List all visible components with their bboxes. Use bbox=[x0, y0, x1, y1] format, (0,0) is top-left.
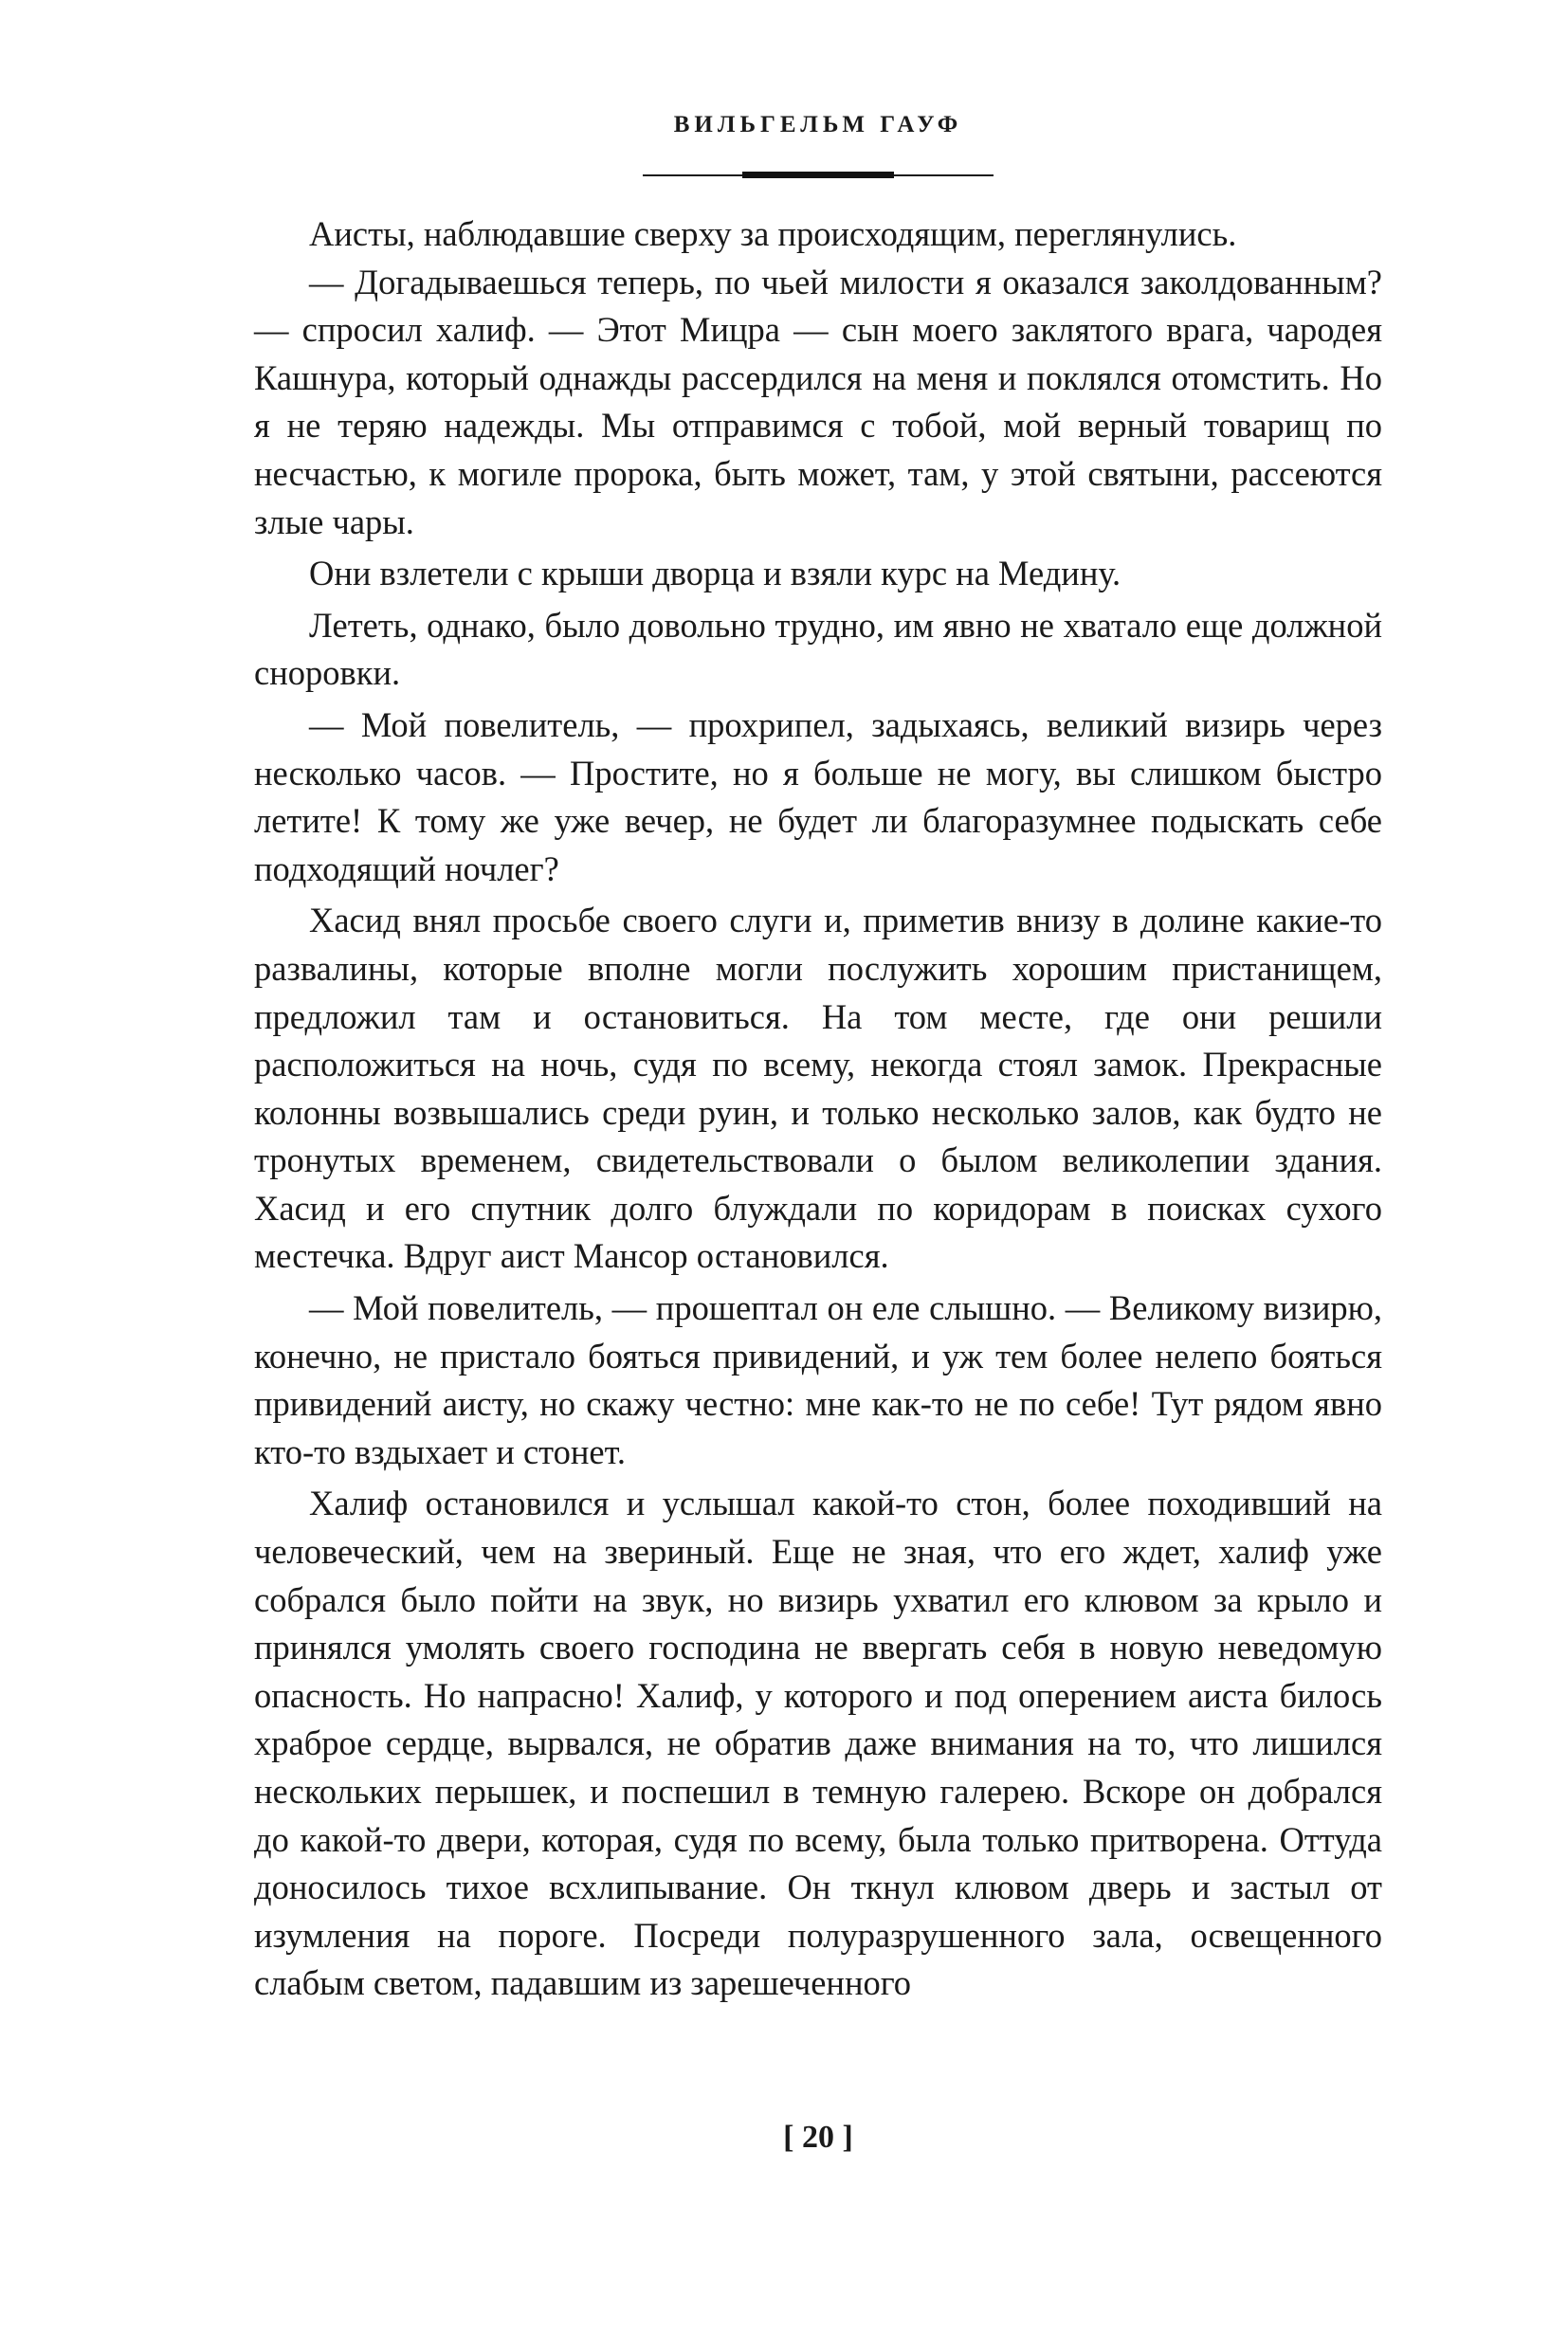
body-text bbox=[254, 210, 1382, 2008]
header-rule-accent bbox=[742, 172, 894, 178]
paragraph: Хасид внял просьбе своего слуги и, приметив внизу в долине какие-то развалины, которые вполне могли послужить хорошим пристанищем, предложил там и остановиться. На том месте, где они решили расположиться на ночь, судя по всему, некогда стоял замок. Прекрасные колонны возвышались среди руин, и только несколько залов, как будто не тронутых временем, свидетельствовали о былом великолепии здания. Хасид и его спутник долго блуждали по коридорам в поисках сухого местечка. Вдруг аист Мансор остановился. bbox=[254, 901, 1382, 1276]
running-title: ВИЛЬГЕЛЬМ ГАУФ bbox=[673, 112, 963, 137]
paragraph: Халиф остановился и услышал какой-то стон, более походивший на человеческий, чем на звериный. Еще не зная, что его ждет, халиф уже собрался было пойти на звук, но визирь ухватил его клювом за крыло и принялся умолять своего господина не ввергать себя в новую неведомую опасность. Но напрасно! Халиф, у которого и под оперением аиста билось храброе сердце, вырвался, не обратив даже внимания на то, что лишился нескольких перышек, и поспешил в темную галерею. Вскоре он добрался до какой-то двери, которая, судя по всему, была только притворена. Оттуда доносилось тихое всхлипывание. Он ткнул клювом дверь и застыл от изумления на пороге. Посреди полуразрушенного зала, освещенного слабым светом, падавшим из зарешеченного bbox=[254, 1484, 1382, 2003]
page-number: [ 20 ] bbox=[783, 2120, 853, 2155]
paragraph: — Мой повелитель, — прошептал он еле слышно. — Великому визирю, конечно, не пристало бояться привидений, и уж тем более нелепо бояться привидений аисту, но скажу честно: мне как-то не по себе! Тут рядом явно кто-то вздыхает и стонет. bbox=[254, 1288, 1382, 1471]
paragraph: Они взлетели с крыши дворца и взяли курс на Медину. bbox=[309, 554, 1121, 593]
paragraph: Лететь, однако, было довольно трудно, им явно не хватало еще должной сноровки. bbox=[254, 605, 1382, 693]
paragraph: Аисты, наблюдавшие сверху за происходящим, переглянулись. bbox=[309, 214, 1237, 253]
book-page bbox=[254, 0, 1382, 2351]
paragraph: — Догадываешься теперь, по чьей милости я оказался заколдованным? — спросил халиф. — Этот Мицра — сын моего заклятого врага, чародея Кашнура, который однажды рассердился на меня и поклялся отомстить. Но я не теряю надежды. Мы отправимся с тобой, мой верный товарищ по несчастью, к могиле пророка, быть может, там, у этой святыни, рассеются злые чары. bbox=[254, 262, 1382, 541]
paragraph: — Мой повелитель, — прохрипел, задыхаясь, великий визирь через несколько часов. — Простите, но я больше не могу, вы слишком быстро летите! К тому же уже вечер, не будет ли благоразумнее подыскать себе подходящий ночлег? bbox=[254, 704, 1382, 888]
